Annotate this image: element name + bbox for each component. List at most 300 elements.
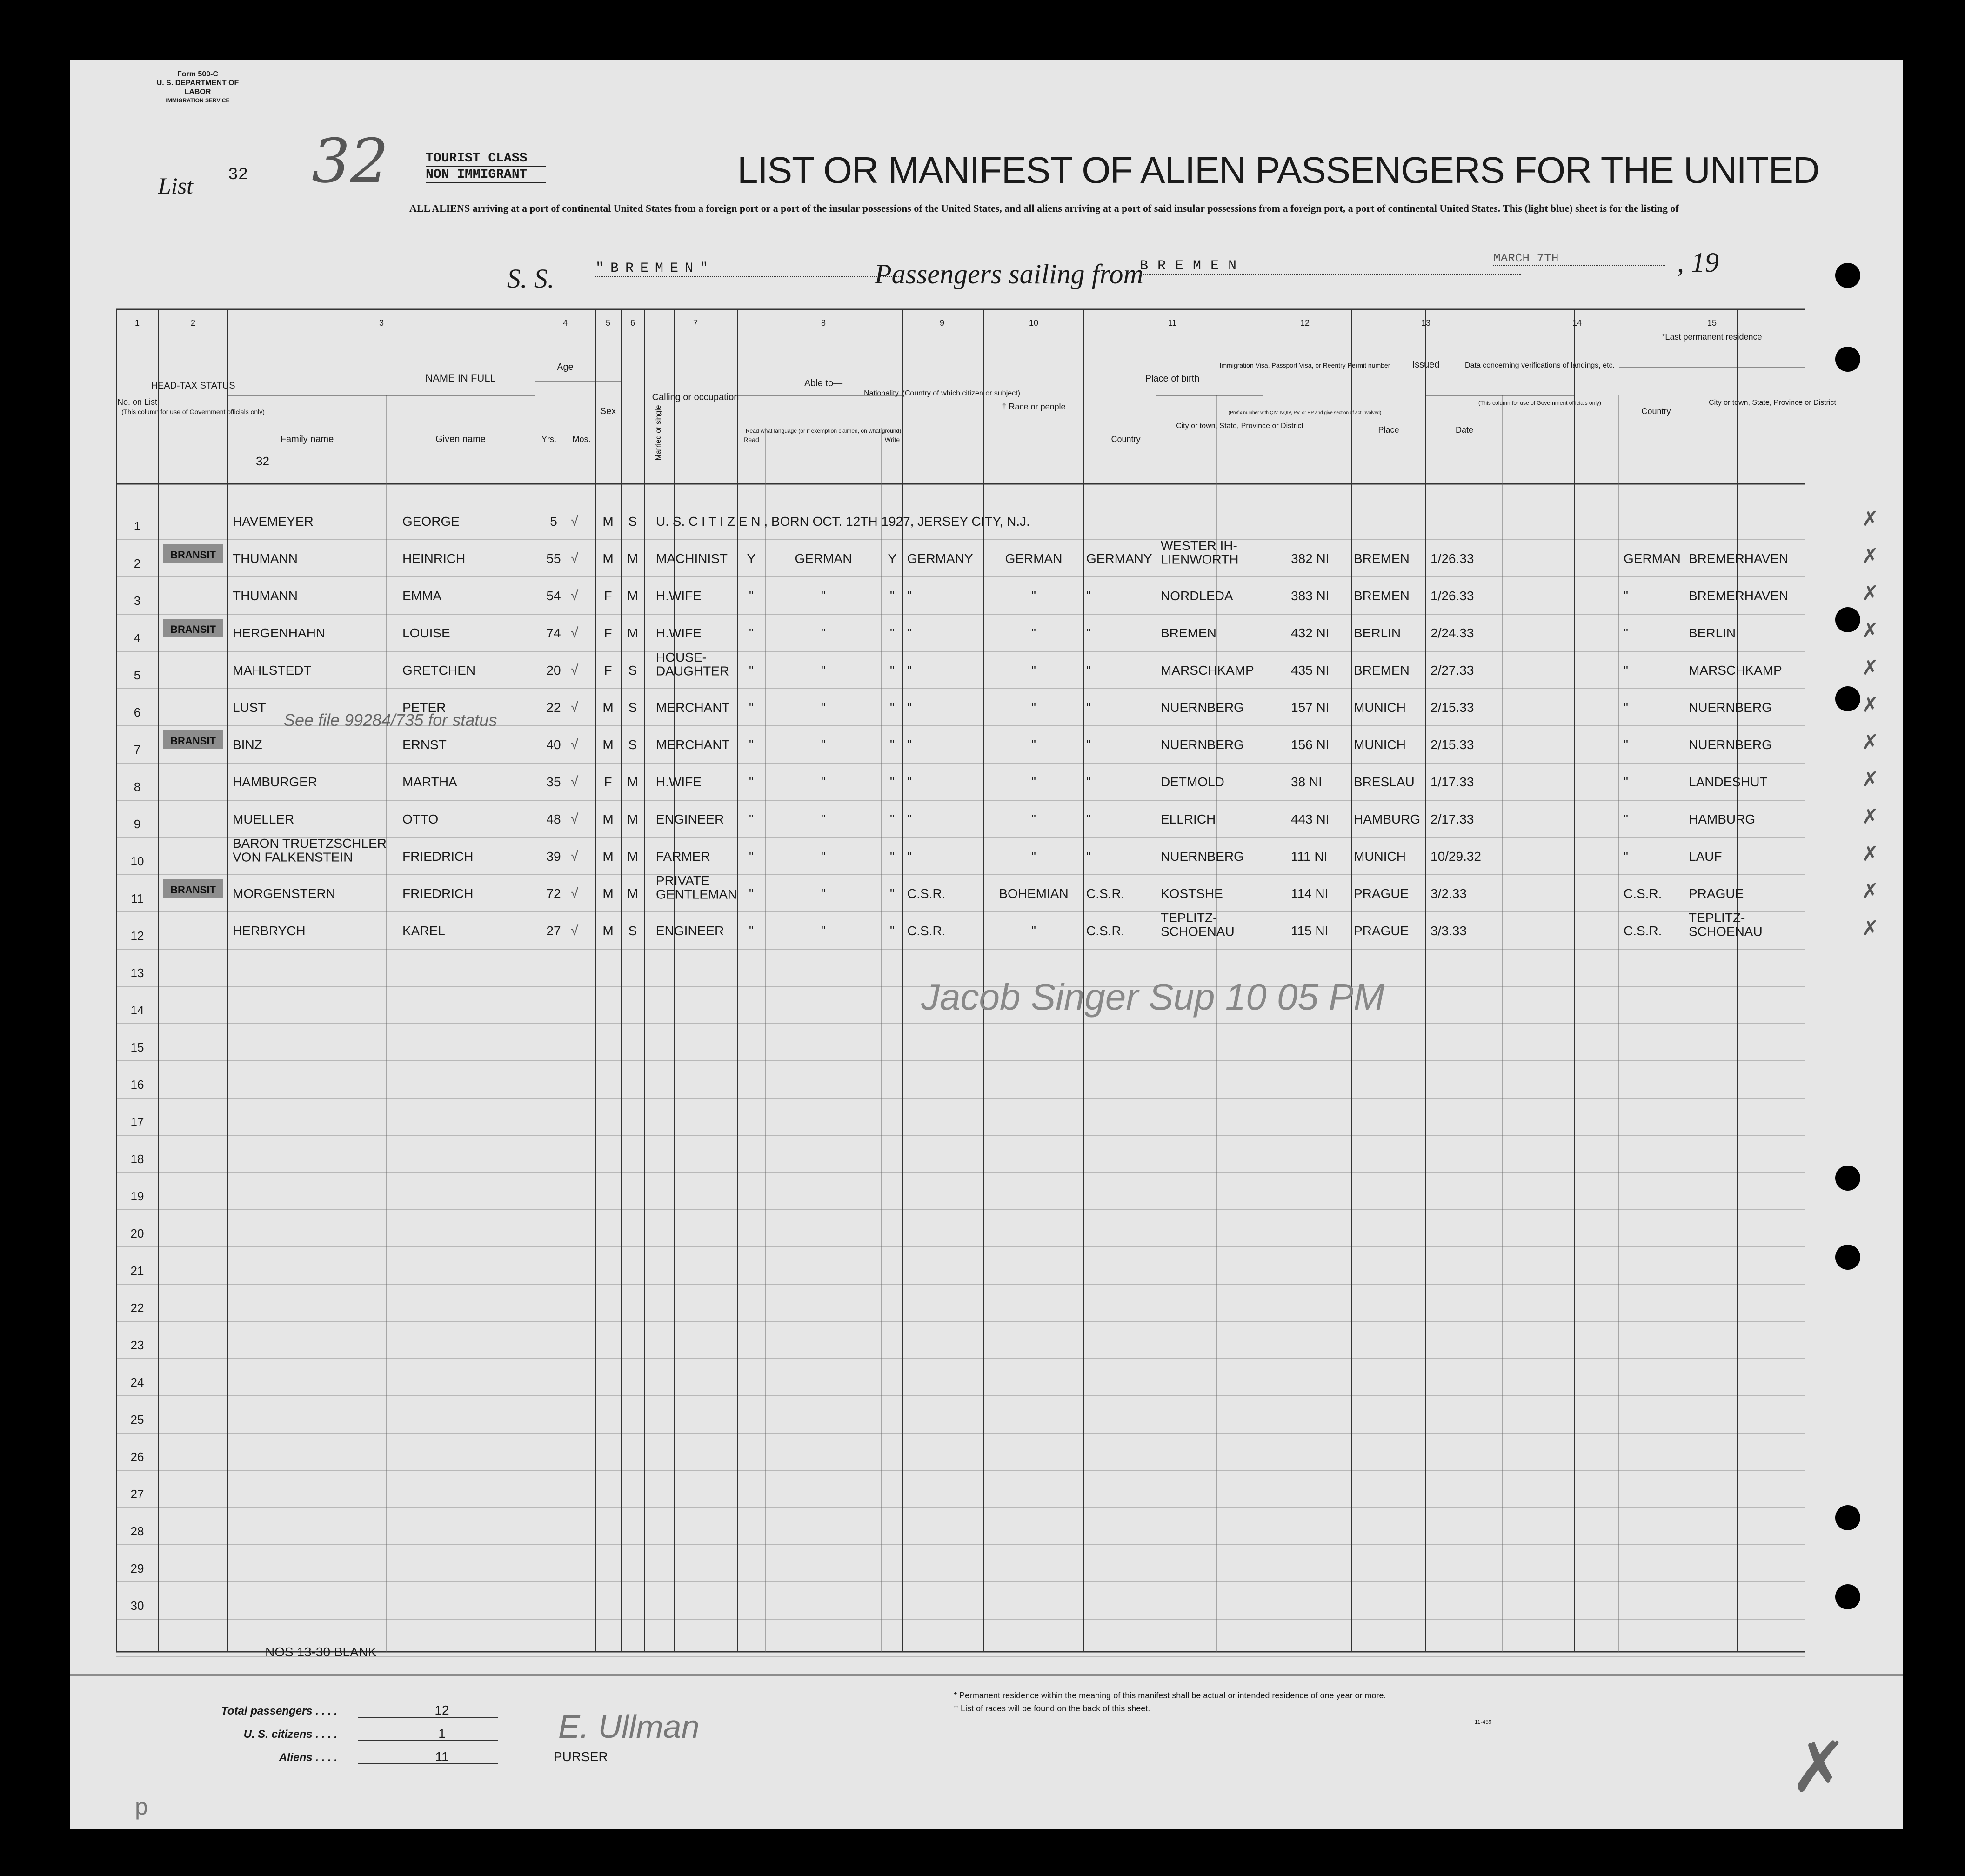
row-number: 18 (130, 1152, 144, 1166)
check-mark-icon: √ (570, 551, 579, 566)
cell-birth-city: NUERNBERG (1161, 737, 1244, 752)
header-family-name: Family name (280, 434, 334, 444)
header-age: Age (557, 362, 574, 372)
cell-res-country: " (1624, 775, 1628, 789)
cell-res-country: " (1624, 737, 1628, 752)
check-mark-icon: √ (570, 811, 579, 827)
check-mark-icon: √ (570, 849, 579, 864)
row-number: 17 (130, 1115, 144, 1129)
cell-marital: S (628, 924, 637, 938)
cell-birth-city: NORDLEDA (1161, 589, 1233, 603)
header-mos: Mos. (572, 435, 591, 444)
cell-write: " (890, 589, 895, 603)
header-nationality: Nationality. (Country of which citizen or subject) (864, 389, 1020, 397)
x-mark-icon: ✗ (1861, 805, 1879, 828)
cell-occupation: FARMER (656, 849, 710, 864)
cell-date: 3/2.33 (1430, 886, 1467, 901)
handwritten-mark: p (135, 1794, 148, 1820)
x-mark-icon: ✗ (1861, 619, 1879, 642)
column-number: 5 (605, 318, 611, 328)
x-mark-icon: ✗ (1790, 1728, 1848, 1806)
cell-marital: S (628, 663, 637, 677)
header-no-on-list: No. on List (117, 397, 158, 407)
cell-birth-city: KOSTSHE (1161, 886, 1223, 901)
cell-write: " (890, 849, 895, 864)
cell-write: " (890, 626, 895, 640)
cell-sex: M (602, 700, 614, 715)
cell-place: HAMBURG (1354, 812, 1421, 826)
cell-language: " (821, 737, 826, 752)
row-number: 20 (130, 1226, 144, 1240)
x-mark-icon: ✗ (1861, 694, 1879, 717)
list-label: List (158, 173, 194, 199)
handwritten-file-note: See file 99284/735 for status (284, 710, 497, 730)
cell-read: " (749, 626, 754, 640)
cell-race: " (1031, 737, 1036, 752)
cell-birth-city: BREMEN (1161, 626, 1216, 640)
column-number: 13 (1421, 318, 1431, 328)
cell-occupation: H.WIFE (656, 775, 702, 789)
cell-given: FRIEDRICH (402, 849, 474, 864)
cell-age: 72 (546, 886, 561, 901)
header-visa: Immigration Visa, Passport Visa, or Reentry Permit number (1219, 362, 1390, 369)
cell-birth-country: " (1086, 812, 1091, 826)
row-number: 2 (134, 556, 141, 570)
cell-given: OTTO (402, 812, 439, 826)
list-number-handwritten: 32 (312, 126, 389, 196)
cell-read: " (749, 775, 754, 789)
header-read: Read (743, 436, 759, 443)
cell-family: MAHLSTEDT (233, 663, 312, 677)
cell-place: BREMEN (1354, 663, 1410, 677)
footer-value: 12 (434, 1703, 449, 1717)
cell-occupation: MERCHANT (656, 700, 730, 715)
cell-res-city: TEPLITZ-SCHOENAU (1689, 911, 1763, 939)
row-number: 4 (134, 631, 141, 645)
cell-write: Y (888, 551, 897, 566)
cell-given: FRIEDRICH (402, 886, 474, 901)
column-number: 14 (1572, 318, 1582, 328)
header-res-country: Country (1641, 407, 1671, 416)
column-number: 10 (1029, 318, 1039, 328)
row-number: 7 (134, 743, 141, 757)
cell-sex: F (604, 626, 612, 640)
cell-age: 74 (546, 626, 561, 640)
cell-read: " (749, 812, 754, 826)
header-sex: Sex (600, 406, 616, 416)
cell-write: " (890, 663, 895, 677)
cell-race: " (1031, 700, 1036, 715)
cell-visa: 114 NI (1291, 886, 1329, 901)
row-number: 29 (130, 1561, 144, 1575)
header-yrs: Yrs. (541, 435, 557, 444)
cell-family: MORGENSTERN (233, 886, 335, 901)
cell-read: " (749, 663, 754, 677)
cell-marital: M (627, 589, 638, 603)
header-birth-city: City or town, State, Province or District (1176, 422, 1303, 430)
purser-label: PURSER (554, 1749, 608, 1764)
head-tax-stamp-text: BRANSIT (170, 549, 216, 561)
check-mark-icon: √ (570, 774, 579, 790)
cell-race: " (1031, 924, 1036, 938)
cell-write: " (890, 886, 895, 901)
row-number: 11 (131, 891, 144, 905)
check-mark-icon: √ (570, 625, 579, 641)
cell-marital: M (627, 886, 638, 901)
cell-res-country: C.S.R. (1624, 886, 1662, 901)
cell-place: PRAGUE (1354, 924, 1409, 938)
sailing-label: Passengers sailing from (875, 259, 1143, 289)
header-verification: Data concerning verifications of landings, etc. (1465, 362, 1615, 369)
cell-read: " (749, 924, 754, 938)
row-number: 8 (134, 780, 141, 794)
row-number: 28 (130, 1524, 144, 1538)
cell-res-city: BREMERHAVEN (1689, 551, 1789, 566)
header-given-name: Given name (435, 434, 486, 444)
cell-race: " (1031, 626, 1036, 640)
check-mark-icon: √ (570, 923, 579, 938)
cell-sex: F (604, 663, 612, 677)
cell-given: GEORGE (402, 514, 460, 529)
column-number: 8 (821, 318, 826, 328)
header-name-in-full: NAME IN FULL (425, 372, 496, 384)
row-number: 6 (134, 705, 141, 719)
cell-language: " (821, 700, 826, 715)
cell-res-country: " (1624, 663, 1628, 677)
cell-place: MUNICH (1354, 737, 1406, 752)
manifest-title: LIST OR MANIFEST OF ALIEN PASSENGERS FOR THE UNITED (737, 149, 1819, 191)
footnote-races: † List of races will be found on the back of this sheet. (954, 1704, 1150, 1713)
column-number: 6 (630, 318, 635, 328)
cell-marital: M (627, 812, 638, 826)
x-mark-icon: ✗ (1861, 657, 1879, 679)
cell-sex: F (604, 589, 612, 603)
cell-write: " (890, 737, 895, 752)
cell-res-country: " (1624, 589, 1628, 603)
cell-nationality: C.S.R. (907, 924, 946, 938)
cell-date: 2/27.33 (1430, 663, 1474, 677)
column-number: 7 (693, 318, 698, 328)
ship-name: "BREMEN" (595, 261, 902, 277)
check-mark-icon: √ (570, 737, 579, 752)
header-head-tax-note: (This column for use of Government officials only) (121, 408, 265, 415)
header-list-number: 32 (256, 454, 269, 468)
row-number: 13 (130, 966, 144, 980)
cell-write: " (890, 924, 895, 938)
cell-race: " (1031, 812, 1036, 826)
cell-read: " (749, 700, 754, 715)
column-number: 2 (190, 318, 196, 328)
cell-family: THUMANN (233, 551, 298, 566)
cell-read: " (749, 849, 754, 864)
cell-birth-country: " (1086, 775, 1091, 789)
row-number: 25 (130, 1413, 144, 1427)
cell-sex: M (602, 849, 614, 864)
cell-race: GERMAN (1005, 551, 1063, 566)
header-write: Write (884, 436, 900, 443)
cell-age: 5 (550, 514, 557, 529)
footer-label: U. S. citizens . . . . (243, 1728, 337, 1741)
cell-res-city: HAMBURG (1689, 812, 1756, 826)
cell-place: MUNICH (1354, 849, 1406, 864)
row-number: 23 (130, 1338, 144, 1352)
column-number: 3 (379, 318, 384, 328)
cell-race: BOHEMIAN (999, 886, 1069, 901)
row-number: 26 (130, 1450, 144, 1464)
sailing-year: , 19 (1677, 247, 1719, 278)
cell-res-country: GERMAN (1624, 551, 1681, 566)
cell-age: 54 (546, 589, 561, 603)
cell-date: 2/15.33 (1430, 737, 1474, 752)
cell-marital: M (627, 551, 638, 566)
cell-occupation: U. S. C I T I Z E N , BORN OCT. 12TH 1927, JERSEY CITY, N.J. (656, 514, 1030, 529)
ss-label: S. S. (507, 263, 555, 294)
cell-language: " (821, 849, 826, 864)
cell-birth-city: NUERNBERG (1161, 700, 1244, 715)
cell-visa: 115 NI (1291, 924, 1329, 938)
cell-res-city: NUERNBERG (1689, 737, 1772, 752)
cell-birth-city: TEPLITZ-SCHOENAU (1161, 911, 1235, 939)
cell-res-city: BERLIN (1689, 626, 1736, 640)
cell-birth-city: WESTER IH-LIENWORTH (1161, 538, 1239, 567)
cell-birth-country: " (1086, 663, 1091, 677)
x-mark-icon: ✗ (1861, 843, 1879, 865)
cell-date: 1/26.33 (1430, 551, 1474, 566)
cell-birth-country: " (1086, 589, 1091, 603)
cell-sex: M (602, 514, 614, 529)
cell-given: GRETCHEN (402, 663, 476, 677)
purser-signature: E. Ullman (558, 1708, 700, 1745)
handwritten-note: Jacob Singer Sup 10 05 PM (921, 976, 1385, 1018)
cell-marital: S (628, 514, 637, 529)
cell-family: HERGENHAHN (233, 626, 326, 640)
cell-visa: 156 NI (1291, 737, 1330, 752)
column-number: 4 (562, 318, 568, 328)
row-number: 12 (130, 929, 144, 943)
header-issued: Issued (1412, 360, 1440, 370)
row-number: 22 (130, 1301, 144, 1315)
footer-label: Total passengers . . . . (221, 1705, 337, 1717)
cell-sex: M (602, 924, 614, 938)
cell-res-country: " (1624, 700, 1628, 715)
column-number: 9 (939, 318, 945, 328)
row-number: 5 (134, 668, 141, 682)
row-number: 15 (130, 1040, 144, 1054)
cell-read: " (749, 737, 754, 752)
cell-res-country: C.S.R. (1624, 924, 1662, 938)
footer-label: Aliens . . . . (279, 1751, 337, 1764)
cell-res-country: " (1624, 812, 1628, 826)
cell-place: BERLIN (1354, 626, 1401, 640)
cell-birth-city: NUERNBERG (1161, 849, 1244, 864)
cell-birth-country: " (1086, 737, 1091, 752)
cell-sex: F (604, 775, 612, 789)
class-line-1: TOURIST CLASS (426, 151, 546, 167)
cell-visa: 157 NI (1291, 700, 1330, 715)
cell-res-country: " (1624, 849, 1628, 864)
cell-occupation: H.WIFE (656, 589, 702, 603)
cell-given: PETER (402, 700, 446, 715)
cell-age: 39 (546, 849, 561, 864)
cell-nationality: GERMANY (907, 551, 973, 566)
x-mark-icon: ✗ (1861, 880, 1879, 903)
cell-language: " (821, 663, 826, 677)
row-number: 1 (134, 519, 141, 533)
cell-date: 2/24.33 (1430, 626, 1474, 640)
cell-occupation: HOUSE-DAUGHTER (656, 650, 729, 678)
row-number: 30 (130, 1599, 144, 1613)
cell-res-city: LANDESHUT (1689, 775, 1768, 789)
x-mark-icon: ✗ (1861, 917, 1879, 940)
cell-nationality: " (907, 849, 912, 864)
cell-res-city: NUERNBERG (1689, 700, 1772, 715)
column-number: 11 (1168, 318, 1177, 328)
cell-age: 40 (546, 737, 561, 752)
header-birth-country: Country (1111, 435, 1141, 444)
cell-language: " (821, 775, 826, 789)
footnote-residence: * Permanent residence within the meaning of this manifest shall be actual or intended residence of one year or more. (954, 1691, 1386, 1700)
cell-date: 2/17.33 (1430, 812, 1474, 826)
cell-age: 55 (546, 551, 561, 566)
cell-race: " (1031, 775, 1036, 789)
cell-read: " (749, 589, 754, 603)
form-number: Form 500-C (177, 70, 219, 78)
manifest-grid (70, 60, 1903, 1829)
cell-date: 1/17.33 (1430, 775, 1474, 789)
footer-value: 1 (438, 1726, 446, 1741)
cell-given: LOUISE (402, 626, 450, 640)
cell-family: HERBRYCH (233, 924, 306, 938)
cell-marital: M (627, 626, 638, 640)
cell-race: " (1031, 849, 1036, 864)
cell-date: 10/29.32 (1430, 849, 1481, 864)
cell-marital: S (628, 700, 637, 715)
cell-marital: M (627, 849, 638, 864)
header-calling: Calling or occupation (652, 392, 739, 402)
header-read-language: Read what language (or if exemption claimed, on what ground) (745, 428, 902, 434)
cell-race: " (1031, 663, 1036, 677)
cell-family: HAVEMEYER (233, 514, 314, 529)
cell-nationality: " (907, 775, 912, 789)
list-number: 32 (228, 165, 248, 184)
x-mark-icon: ✗ (1861, 545, 1879, 568)
check-mark-icon: √ (570, 588, 579, 603)
sailing-date: MARCH 7TH (1493, 251, 1665, 266)
cell-write: " (890, 700, 895, 715)
cell-res-city: MARSCHKAMP (1689, 663, 1782, 677)
check-mark-icon: √ (570, 700, 579, 715)
cell-given: HEINRICH (402, 551, 466, 566)
cell-place: PRAGUE (1354, 886, 1409, 901)
cell-visa: 383 NI (1291, 589, 1330, 603)
cell-occupation: ENGINEER (656, 812, 724, 826)
cell-nationality: " (907, 626, 912, 640)
cell-occupation: MACHINIST (656, 551, 728, 566)
cell-place: BREMEN (1354, 589, 1410, 603)
cell-sex: M (602, 886, 614, 901)
cell-age: 35 (546, 775, 561, 789)
cell-given: ERNST (402, 737, 447, 752)
header-race: † Race or people (1002, 402, 1066, 411)
cell-visa: 38 NI (1291, 775, 1322, 789)
cell-place: BRESLAU (1354, 775, 1415, 789)
footer-value: 11 (435, 1749, 449, 1764)
cell-visa: 443 NI (1291, 812, 1330, 826)
row-number: 3 (134, 594, 141, 608)
cell-res-city: BREMERHAVEN (1689, 589, 1789, 603)
row-number: 10 (130, 854, 144, 868)
row-number: 19 (130, 1189, 144, 1203)
service: IMMIGRATION SERVICE (166, 97, 230, 104)
class-line-2: NON IMMIGRANT (426, 168, 546, 183)
cell-age: 22 (546, 700, 561, 715)
row-number: 27 (130, 1487, 144, 1501)
cell-write: " (890, 812, 895, 826)
cell-family: BINZ (233, 737, 262, 752)
cell-birth-city: DETMOLD (1161, 775, 1224, 789)
form-code: 11-459 (1475, 1719, 1492, 1725)
cell-visa: 111 NI (1291, 849, 1328, 864)
cell-nationality: C.S.R. (907, 886, 946, 901)
cell-visa: 382 NI (1291, 551, 1330, 566)
manifest-subtitle: ALL ALIENS arriving at a port of continental United States from a foreign port or a port of the insular possessions of the United States, and all aliens arriving at a port of said insular possessions from a foreign port, a port of continental United States. This (light blue) sheet is for the listing of (409, 202, 1679, 214)
x-mark-icon: ✗ (1861, 731, 1879, 754)
cell-given: MARTHA (402, 775, 457, 789)
blank-rows-note: NOS 13-30 BLANK (265, 1645, 377, 1659)
column-number: 15 (1707, 318, 1717, 328)
cell-sex: M (602, 551, 614, 566)
cell-family: HAMBURGER (233, 775, 318, 789)
header-verification-note: (This column for use of Government officials only) (1478, 400, 1601, 406)
header-head-tax: HEAD-TAX STATUS (151, 381, 235, 391)
cell-date: 2/15.33 (1430, 700, 1474, 715)
department: U. S. DEPARTMENT OF LABOR (156, 79, 239, 96)
cell-nationality: " (907, 589, 912, 603)
cell-birth-country: " (1086, 626, 1091, 640)
column-number: 12 (1300, 318, 1310, 328)
header-place-of-birth: Place of birth (1145, 374, 1200, 384)
head-tax-stamp-text: BRANSIT (170, 884, 216, 896)
cell-occupation: MERCHANT (656, 737, 730, 752)
cell-write: " (890, 775, 895, 789)
cell-sex: M (602, 737, 614, 752)
cell-given: KAREL (402, 924, 445, 938)
row-number: 21 (130, 1264, 144, 1278)
cell-birth-country: C.S.R. (1086, 886, 1125, 901)
x-mark-icon: ✗ (1861, 508, 1879, 530)
cell-family: LUST (233, 700, 266, 715)
cell-res-city: LAUF (1689, 849, 1722, 864)
cell-res-city: PRAGUE (1689, 886, 1744, 901)
cell-language: " (821, 886, 826, 901)
header-issued-date: Date (1455, 425, 1474, 435)
column-number: 1 (134, 318, 140, 328)
cell-occupation: ENGINEER (656, 924, 724, 938)
cell-marital: M (627, 775, 638, 789)
cell-read: Y (747, 551, 756, 566)
cell-occupation: H.WIFE (656, 626, 702, 640)
cell-visa: 435 NI (1291, 663, 1330, 677)
cell-family: BARON TRUETZSCHLER VON FALKENSTEIN (233, 836, 387, 864)
x-mark-icon: ✗ (1861, 582, 1879, 605)
row-number: 9 (134, 817, 141, 831)
cell-race: " (1031, 589, 1036, 603)
cell-nationality: " (907, 812, 912, 826)
cell-age: 20 (546, 663, 561, 677)
cell-place: BREMEN (1354, 551, 1410, 566)
header-able-to: Able to— (804, 378, 843, 389)
cell-birth-country: " (1086, 849, 1091, 864)
